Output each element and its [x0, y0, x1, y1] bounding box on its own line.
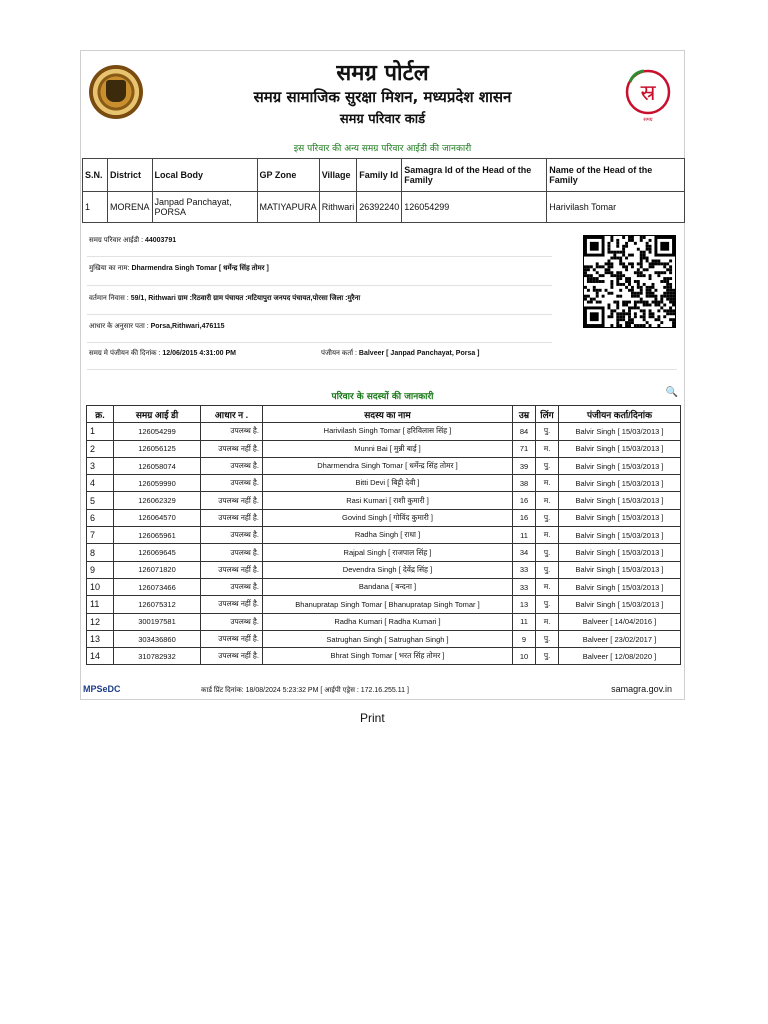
cell-age: 38	[513, 475, 536, 492]
cell-age: 84	[513, 423, 536, 440]
cell-samagra-id: 126075312	[114, 596, 201, 613]
cell-age: 16	[513, 492, 536, 509]
cell-serial: 10	[87, 578, 114, 595]
cell-age: 9	[513, 630, 536, 647]
cell-samagra-id: 126062329	[114, 492, 201, 509]
cell-age: 34	[513, 544, 536, 561]
cell-serial: 6	[87, 509, 114, 526]
cell-registrar-date: Balvir Singh [ 15/03/2013 ]	[559, 527, 681, 544]
family-members-heading: परिवार के सदस्यों की जानकारी	[331, 392, 434, 402]
cell-aadhaar: उपलब्ध है.	[201, 613, 263, 630]
cell-registrar-date: Balvir Singh [ 15/03/2013 ]	[559, 475, 681, 492]
cell-head-name: Harivilash Tomar	[547, 192, 685, 223]
cell-gender: पु.	[536, 423, 559, 440]
cell-gender: पु.	[536, 596, 559, 613]
cell-aadhaar: उपलब्ध नहीं है.	[201, 492, 263, 509]
aadhaar-address-label: आधार के अनुसार पता :	[89, 323, 149, 330]
samagra-website-link[interactable]: samagra.gov.in	[611, 684, 672, 694]
cell-aadhaar: उपलब्ध है.	[201, 527, 263, 544]
cell-aadhaar: उपलब्ध नहीं है.	[201, 509, 263, 526]
aadhaar-address-value: Porsa,Rithwari,476115	[150, 323, 225, 330]
header-aadhaar: आधार न .	[201, 406, 263, 423]
cell-serial: 11	[87, 596, 114, 613]
family-id-table	[82, 158, 685, 223]
logo-caption: समग्र	[643, 117, 653, 123]
header-age: उम्र	[513, 406, 536, 423]
cell-gender: म.	[536, 475, 559, 492]
cell-registrar-date: Balveer [ 14/04/2016 ]	[559, 613, 681, 630]
divider	[87, 285, 552, 286]
cell-registrar-date: Balveer [ 12/08/2020 ]	[559, 648, 681, 665]
cell-samagra-id: 126059990	[114, 475, 201, 492]
divider	[87, 342, 552, 343]
cell-age: 33	[513, 561, 536, 578]
cell-samagra-id: 126058074	[114, 457, 201, 474]
cell-aadhaar: उपलब्ध नहीं है.	[201, 440, 263, 457]
cell-serial: 12	[87, 613, 114, 630]
print-button[interactable]: Print	[360, 711, 385, 725]
table-row	[87, 578, 681, 595]
cell-samagra-id: 126054299	[114, 423, 201, 440]
cell-serial: 7	[87, 527, 114, 544]
mission-subtitle: समग्र सामाजिक सुरक्षा मिशन, मध्यप्रदेश शासन	[253, 88, 512, 106]
table-row	[83, 192, 685, 223]
cell-member-name: Satrughan Singh [ Satrughan Singh ]	[263, 630, 513, 647]
cell-member-name: Bhanupratap Singh Tomar [ Bhanupratap Singh Tomar ]	[263, 596, 513, 613]
cell-member-name: Harivilash Singh Tomar [ हरिविलास सिंह ]	[263, 423, 513, 440]
cell-serial: 9	[87, 561, 114, 578]
cell-district: MORENA	[108, 192, 153, 223]
cell-family-id: 26392240	[357, 192, 402, 223]
table-row	[87, 561, 681, 578]
registrar-value: Balveer [ Janpad Panchayat, Porsa ]	[358, 350, 480, 357]
family-members-table	[86, 405, 681, 665]
table-row	[87, 613, 681, 630]
cell-serial: 14	[87, 648, 114, 665]
cell-age: 10	[513, 648, 536, 665]
header-district: District	[108, 159, 153, 192]
cell-samagra-id: 126073466	[114, 578, 201, 595]
divider	[87, 369, 677, 370]
cell-age: 13	[513, 596, 536, 613]
search-icon[interactable]: 🔍	[665, 387, 678, 398]
card-name: समग्र परिवार कार्ड	[339, 112, 426, 127]
table-row	[87, 630, 681, 647]
cell-member-name: Rajpal Singh [ राजपाल सिंह ]	[263, 544, 513, 561]
table-row	[87, 475, 681, 492]
cell-samagra-id: 126056125	[114, 440, 201, 457]
table-row	[87, 423, 681, 440]
qr-code-image	[583, 235, 676, 328]
cell-registrar-date: Balvir Singh [ 15/03/2013 ]	[559, 440, 681, 457]
family-id-label: समग्र परिवार आईडी :	[89, 237, 144, 244]
header-family-id: Family Id	[357, 159, 402, 192]
cell-serial: 8	[87, 544, 114, 561]
address-label: वर्तमान निवास :	[89, 295, 129, 302]
cell-samagra-id: 126064570	[114, 509, 201, 526]
cell-registrar-date: Balvir Singh [ 15/03/2013 ]	[559, 544, 681, 561]
mpsedc-logo: MPSeDC	[83, 684, 121, 694]
card-print-info: कार्ड प्रिंट दिनांक: 18/08/2024 5:23:32 PM [ आईपी एड्रेस : 172.16.255.11 ]	[201, 687, 409, 694]
cell-registrar-date: Balvir Singh [ 15/03/2013 ]	[559, 457, 681, 474]
cell-aadhaar: उपलब्ध नहीं है.	[201, 596, 263, 613]
cell-age: 39	[513, 457, 536, 474]
cell-member-name: Devendra Singh [ देवेंद्र सिंह ]	[263, 561, 513, 578]
cell-member-name: Bandana [ बन्दना ]	[263, 578, 513, 595]
head-value: Dharmendra Singh Tomar [ धर्मेन्द्र सिंह तोमर ]	[131, 265, 269, 272]
table-row	[87, 457, 681, 474]
table-row	[87, 527, 681, 544]
cell-head-samagra-id: 126054299	[402, 192, 547, 223]
header-head-samagra-id: Samagra Id of the Head of the Family	[402, 159, 547, 192]
current-address-info	[89, 294, 360, 303]
header-serial: क्र.	[87, 406, 114, 423]
cell-gender: म.	[536, 613, 559, 630]
head-of-family-info	[89, 264, 269, 273]
header-gender: लिंग	[536, 406, 559, 423]
registrar-info	[321, 349, 480, 358]
header-sn: S.N.	[83, 159, 108, 192]
family-id-value: 44003791	[144, 237, 177, 244]
cell-member-name: Rasi Kumari [ राशी कुमारी ]	[263, 492, 513, 509]
cell-member-name: Dharmendra Singh Tomar [ धर्मेन्द्र सिंह तोमर ]	[263, 457, 513, 474]
cell-age: 33	[513, 578, 536, 595]
cell-registrar-date: Balvir Singh [ 15/03/2013 ]	[559, 423, 681, 440]
header-local-body: Local Body	[152, 159, 257, 192]
cell-member-name: Radha Singh [ राधा ]	[263, 527, 513, 544]
cell-registrar-date: Balvir Singh [ 15/03/2013 ]	[559, 492, 681, 509]
table-row	[87, 509, 681, 526]
samagra-family-card	[80, 50, 685, 700]
header-member-name: सदस्य का नाम	[263, 406, 513, 423]
cell-member-name: Radha Kumari [ Radha Kumari ]	[263, 613, 513, 630]
cell-gender: पु.	[536, 544, 559, 561]
cell-samagra-id: 303436860	[114, 630, 201, 647]
cell-gender: म.	[536, 578, 559, 595]
cell-gender: पु.	[536, 561, 559, 578]
cell-gender: म.	[536, 527, 559, 544]
cell-local-body: Janpad Panchayat, PORSA	[152, 192, 257, 223]
address-value: 59/1, Rithwari ग्राम :रिठवारी ग्राम पंचायत :मटियापुरा जनपद पंचायत,पोरसा जिला :मुरैना	[130, 295, 361, 302]
aadhaar-address-info	[89, 322, 225, 331]
cell-gender: म.	[536, 440, 559, 457]
cell-registrar-date: Balvir Singh [ 15/03/2013 ]	[559, 561, 681, 578]
cell-village: Rithwari	[319, 192, 357, 223]
cell-aadhaar: उपलब्ध है.	[201, 475, 263, 492]
cell-gp-zone: MATIYAPURA	[257, 192, 319, 223]
cell-registrar-date: Balvir Singh [ 15/03/2013 ]	[559, 596, 681, 613]
members-header-row	[87, 406, 681, 423]
cell-serial: 2	[87, 440, 114, 457]
divider	[87, 256, 552, 257]
family-id-info	[89, 236, 176, 245]
cell-aadhaar: उपलब्ध है.	[201, 423, 263, 440]
cell-samagra-id: 310782932	[114, 648, 201, 665]
header-samagra-id: समग्र आई डी	[114, 406, 201, 423]
cell-samagra-id: 126065961	[114, 527, 201, 544]
cell-gender: पु.	[536, 648, 559, 665]
reg-date-label: समग्र मे पंजीयन की दिनांक :	[89, 350, 161, 357]
table-row	[87, 648, 681, 665]
divider	[87, 314, 552, 315]
cell-serial: 1	[87, 423, 114, 440]
cell-age: 71	[513, 440, 536, 457]
header-registrar-date: पंजीयन कर्ता/दिनांक	[559, 406, 681, 423]
cell-serial: 4	[87, 475, 114, 492]
head-label: मुखिया का नाम:	[89, 265, 130, 272]
cell-gender: म.	[536, 492, 559, 509]
cell-age: 11	[513, 613, 536, 630]
cell-member-name: Govind Singh [ गोविंद कुमारी ]	[263, 509, 513, 526]
header-head-name: Name of the Head of the Family	[547, 159, 685, 192]
cell-age: 16	[513, 509, 536, 526]
cell-member-name: Munni Bai [ मुन्नी बाई ]	[263, 440, 513, 457]
cell-aadhaar: उपलब्ध नहीं है.	[201, 561, 263, 578]
cell-gender: पु.	[536, 509, 559, 526]
table-row	[87, 492, 681, 509]
header-village: Village	[319, 159, 357, 192]
header-gp-zone: GP Zone	[257, 159, 319, 192]
portal-title: समग्र पोर्टल	[336, 61, 429, 86]
cell-aadhaar: उपलब्ध है.	[201, 457, 263, 474]
cell-member-name: Bitti Devi [ बिट्टी देवी ]	[263, 475, 513, 492]
cell-member-name: Bhrat Singh Tomar [ भरत सिंह तोमर ]	[263, 648, 513, 665]
cell-sn: 1	[83, 192, 108, 223]
cell-samagra-id: 126071820	[114, 561, 201, 578]
cell-gender: पु.	[536, 630, 559, 647]
table-row	[87, 596, 681, 613]
reg-date-value: 12/06/2015 4:31:00 PM	[162, 350, 236, 357]
table-row	[87, 544, 681, 561]
cell-serial: 3	[87, 457, 114, 474]
cell-samagra-id: 300197581	[114, 613, 201, 630]
cell-aadhaar: उपलब्ध नहीं है.	[201, 630, 263, 647]
cell-registrar-date: Balvir Singh [ 15/03/2013 ]	[559, 578, 681, 595]
other-family-ids-heading: इस परिवार की अन्य समग्र परिवार आईडी की जानकारी	[293, 144, 472, 154]
registrar-label: पंजीयन कर्ता :	[321, 350, 357, 357]
table-row	[87, 440, 681, 457]
cell-aadhaar: उपलब्ध है.	[201, 544, 263, 561]
cell-registrar-date: Balvir Singh [ 15/03/2013 ]	[559, 509, 681, 526]
cell-serial: 13	[87, 630, 114, 647]
cell-age: 11	[513, 527, 536, 544]
svg-text:स्र: स्र	[640, 81, 656, 106]
family-table-header-row	[83, 159, 685, 192]
cell-serial: 5	[87, 492, 114, 509]
cell-samagra-id: 126069645	[114, 544, 201, 561]
cell-gender: पु.	[536, 457, 559, 474]
cell-aadhaar: उपलब्ध नहीं है.	[201, 648, 263, 665]
cell-aadhaar: उपलब्ध है.	[201, 578, 263, 595]
cell-registrar-date: Balveer [ 23/02/2017 ]	[559, 630, 681, 647]
registration-date-info	[89, 349, 236, 358]
